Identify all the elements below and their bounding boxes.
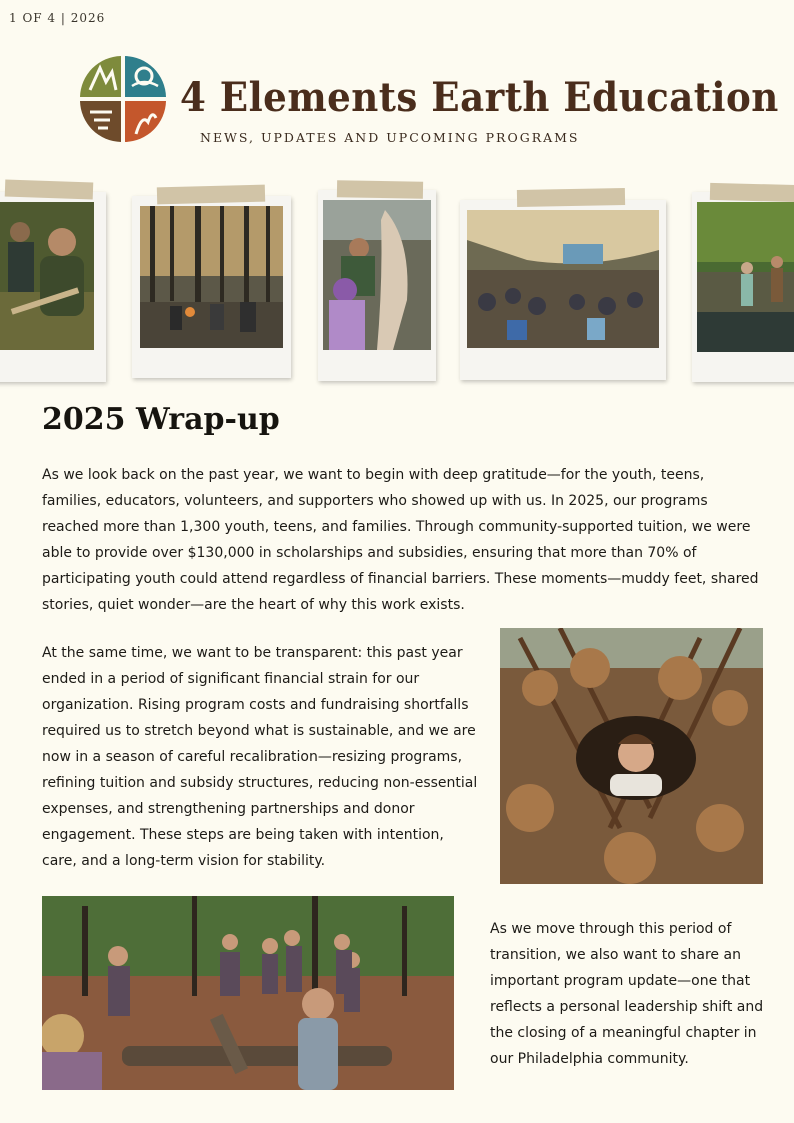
page-counter: 1 OF 4 | 2026 — [9, 11, 106, 25]
paragraph-gratitude: As we look back on the past year, we want to begin with deep gratitude—for the youth, teens, families, educators, volunteers, and supporters who showed up with us. In 2025, our programs reached more than 1,300 youth, teens, and families. Through community-supported tuition, we were able to provide over $130,000 in scholarships and subsidies, ensuring that more than 70% of participating youth could attend regardless of financial barriers. These moments—muddy feet, shared stories, quiet wonder—are the heart of why this work exists. — [42, 467, 759, 613]
tape-strip — [157, 185, 265, 205]
paragraph-financial-update: At the same time, we want to be transparent: this past year ended in a period of significant financial strain for our organization. Rising program costs and fundraising shortfalls required us to stretch beyond what is sustainable, and we are now in a season of careful recalibration—resizing programs, refining tuition and subsidy structures, reducing non-essential expenses, and strengthening partnerships and donor engagement. These steps are being taken with intention, care, and a long-term vision for stability. — [42, 645, 478, 869]
polaroid-photo-forest-circle — [132, 196, 291, 378]
newsletter-tagline: NEWS, UPDATES AND UPCOMING PROGRAMS — [200, 130, 580, 145]
polaroid-photo-hide-tanning — [318, 190, 436, 381]
organization-logo — [76, 52, 170, 146]
section-title: 2025 Wrap-up — [42, 402, 280, 437]
organization-name: 4 Elements Earth Education — [180, 74, 779, 121]
tape-strip — [337, 180, 423, 198]
polaroid-photo-fire-starting — [0, 192, 106, 382]
paragraph-program-update: As we move through this period of transition, we also want to share an important program update—one that reflects a personal leadership shift and the closing of a meaningful chapter in our Philadelphia community. — [490, 921, 764, 1067]
tape-strip — [710, 183, 794, 202]
polaroid-photo-tent-gathering — [460, 200, 666, 380]
polaroid-photo-river-crossing — [692, 192, 794, 382]
tape-strip — [5, 179, 94, 199]
photo-kids-circle-forest — [42, 896, 454, 1090]
photo-leaf-shelter — [500, 628, 763, 884]
tape-strip — [517, 188, 625, 207]
